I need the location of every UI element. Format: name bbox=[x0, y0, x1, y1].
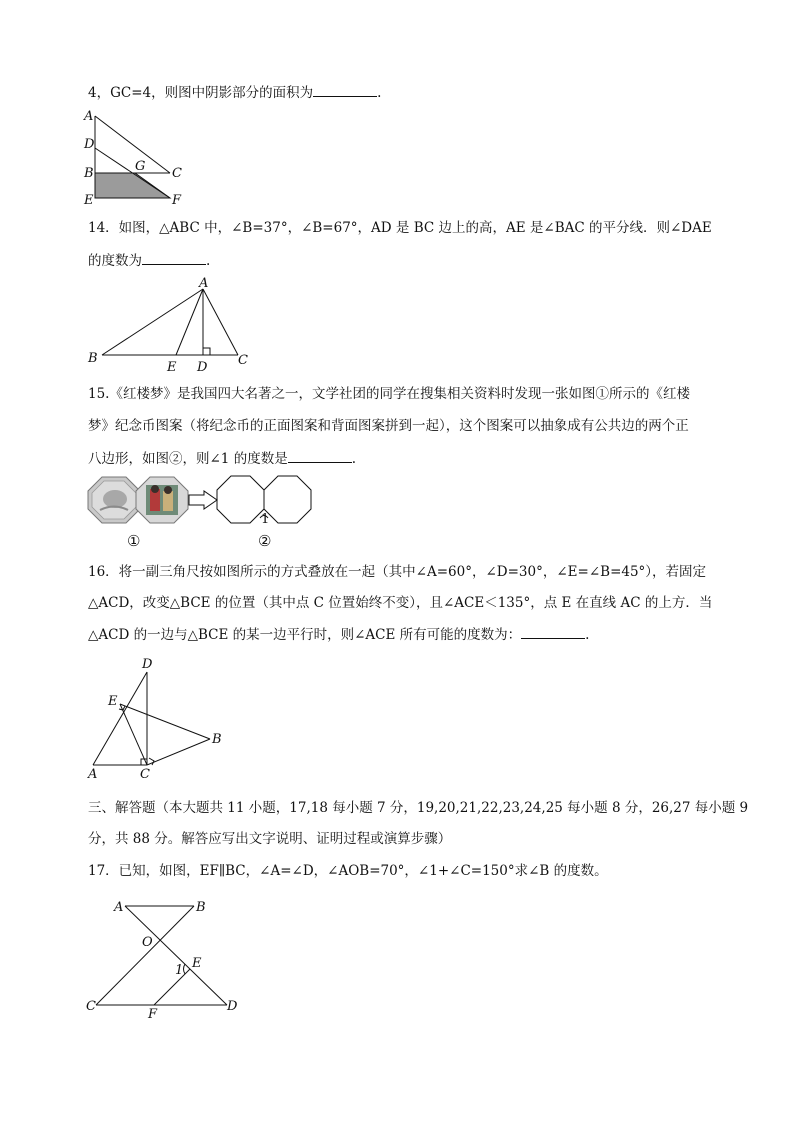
q15-text-line-3 bbox=[88, 448, 356, 469]
q14-label-a: A bbox=[199, 276, 209, 291]
q16-figure bbox=[84, 654, 234, 784]
q14-side-ab bbox=[102, 289, 203, 355]
q17-label-b: B bbox=[196, 900, 206, 915]
q15-angle-label: 1 bbox=[261, 512, 270, 527]
q17-label-a: A bbox=[114, 900, 124, 915]
q16-answer-blank[interactable] bbox=[521, 624, 585, 639]
q16-text-3: △ACD 的一边与△BCE 的某一边平行时，则∠ACE 所有可能的度数为： bbox=[88, 627, 522, 643]
q17-text-line: 17．已知，如图，EF∥BC，∠A=∠D，∠AOB=70°，∠1+∠C=150°求∠B 的度数。 bbox=[88, 863, 608, 879]
q13-label-f: F bbox=[172, 193, 182, 208]
q13-answer-blank[interactable] bbox=[313, 82, 377, 97]
q16-text-line-3 bbox=[88, 624, 589, 645]
q16-label-a: A bbox=[88, 767, 98, 782]
q13-label-e: E bbox=[84, 193, 94, 208]
q14-end: . bbox=[206, 253, 211, 269]
q13-text: 4，GC=4，则图中阴影部分的面积为 bbox=[88, 85, 314, 101]
q13-shaded-region bbox=[95, 173, 170, 198]
q16-label-b: B bbox=[212, 732, 222, 747]
q13-label-g: G bbox=[135, 159, 146, 174]
q16-text-line-2: △ACD，改变△BCE 的位置（其中点 C 位置始终不变），且∠ACE＜135°，点 E 在直线 AC 的上方．当 bbox=[88, 595, 713, 611]
q14-figure bbox=[84, 274, 264, 374]
q15-end: . bbox=[351, 451, 356, 467]
q14-right-angle-mark bbox=[203, 348, 210, 355]
q17-figure bbox=[84, 894, 254, 1024]
q15-coin-back-image bbox=[136, 477, 188, 523]
q17-segment-ef bbox=[154, 969, 190, 1005]
q14-answer-blank[interactable] bbox=[142, 250, 206, 265]
q15-text-3: 八边形，如图②，则∠1 的度数是 bbox=[88, 451, 288, 467]
q15-answer-blank[interactable] bbox=[288, 448, 352, 463]
q13-label-b: B bbox=[84, 166, 94, 181]
q15-figure-2-label: ② bbox=[258, 532, 272, 550]
q14-text-line-2 bbox=[88, 250, 210, 271]
q15-arrow-icon bbox=[188, 490, 218, 510]
q16-label-d: D bbox=[142, 657, 153, 672]
q16-label-c: C bbox=[140, 767, 150, 782]
q17-label-c: C bbox=[86, 999, 96, 1014]
q17-segment-ad bbox=[125, 906, 227, 1005]
q14-text-2: 的度数为 bbox=[88, 253, 142, 269]
q16-side-cb bbox=[147, 739, 210, 765]
q17-label-o: O bbox=[142, 935, 153, 950]
q16-side-ad bbox=[93, 672, 147, 765]
q16-text-line-1: 16．将一副三角尺按如图所示的方式叠放在一起（其中∠A=60°，∠D=30°，∠E=∠B=45°），若固定 bbox=[88, 564, 707, 580]
q13-label-d: D bbox=[84, 137, 95, 152]
q14-segment-ae bbox=[176, 289, 203, 355]
q17-label-d: D bbox=[227, 999, 238, 1014]
q14-text-line-1: 14．如图，△ABC 中，∠B=37°，∠B=67°，AD 是 BC 边上的高，AE 是∠BAC 的平分线．则∠DAE bbox=[88, 220, 712, 236]
q14-side-ac bbox=[203, 289, 238, 355]
q13-end: . bbox=[377, 85, 382, 101]
q13-side-ac bbox=[95, 116, 170, 173]
q13-text-line bbox=[88, 82, 381, 103]
section3-heading-line-2: 分，共 88 分。解答应写出文字说明、证明过程或演算步骤） bbox=[88, 831, 452, 847]
q16-end: . bbox=[585, 627, 590, 643]
q14-label-b: B bbox=[88, 351, 98, 366]
q15-octagon-right bbox=[264, 476, 311, 523]
q14-label-d: D bbox=[197, 360, 208, 375]
q14-label-e: E bbox=[167, 360, 177, 375]
q15-figure-1-label: ① bbox=[127, 532, 141, 550]
section3-heading-line-1: 三、解答题（本大题共 11 小题，17,18 每小题 7 分，19,20,21,22,23,24,25 每小题 8 分，26,27 每小题 9 bbox=[88, 800, 749, 816]
q15-octagon-left bbox=[217, 476, 264, 523]
q17-angle-1-arc bbox=[184, 964, 186, 974]
q13-label-a: A bbox=[84, 109, 94, 124]
q17-label-f: F bbox=[148, 1007, 158, 1022]
q17-segment-bc bbox=[96, 906, 194, 1005]
q13-figure bbox=[82, 108, 192, 208]
q14-label-c: C bbox=[238, 353, 248, 368]
q17-label-e: E bbox=[192, 956, 202, 971]
q13-label-c: C bbox=[172, 166, 182, 181]
q16-label-e: E bbox=[108, 694, 118, 709]
q15-text-line-2: 梦》纪念币图案（将纪念币的正面图案和背面图案拼到一起），这个图案可以抽象成有公共边的两个正 bbox=[88, 418, 689, 434]
q17-label-1: 1 bbox=[175, 963, 184, 978]
q15-text-line-1: 15.《红楼梦》是我国四大名著之一，文学社团的同学在搜集相关资料时发现一张如图①所示的《红楼 bbox=[88, 386, 690, 402]
q15-coin-front-image bbox=[88, 477, 140, 523]
